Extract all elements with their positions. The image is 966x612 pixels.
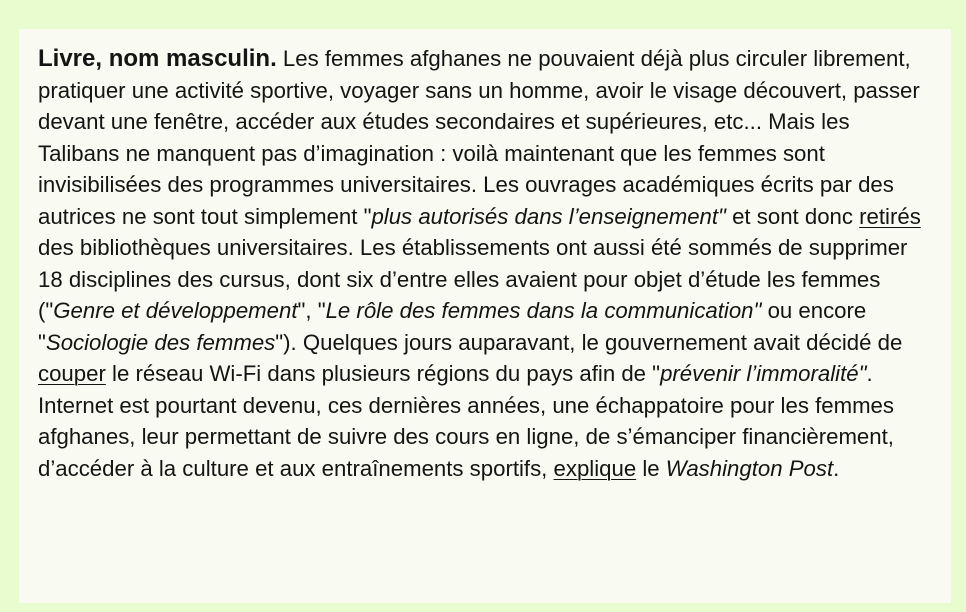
link-couper[interactable]: couper bbox=[38, 361, 106, 386]
text-segment: . Internet est pourtant devenu, ces dernières années, une échappatoire pour les femmes afghanes, leur permettant de suivre des cours en ligne, de s’émanciper financièrement, d’accéder à la culture et aux entraînements sportifs, bbox=[38, 361, 894, 481]
text-segment: le bbox=[636, 455, 666, 481]
link-retires[interactable]: retirés bbox=[859, 203, 921, 229]
quote-plus-autorises: plus autorisés dans l’enseignement" bbox=[371, 203, 726, 229]
quote-prevenir-immoralite: prévenir l’immoralité" bbox=[660, 361, 867, 386]
text-segment: . bbox=[833, 455, 840, 481]
text-segment: Les femmes afghanes ne pouvaient déjà plus circuler librement, pratiquer une activité sportive, voyager sans un homme, avoir le visage découvert, passer devant une fenêtre, accéder aux études secondaires et supérieures, etc... Mais les Talibans ne manquent pas d’imagination : voilà maintenant que les femmes sont invisibilisées des programmes universitaires. Les ouvrages académiques écrits par des autrices ne sont tout simplement " bbox=[38, 46, 920, 229]
source-name: Washington Post bbox=[665, 455, 834, 481]
link-explique[interactable]: explique bbox=[553, 455, 637, 481]
text-segment: ou encore " bbox=[38, 298, 867, 355]
definition-card bbox=[19, 29, 951, 603]
text-segment: et sont donc bbox=[725, 203, 860, 229]
definition-paragraph bbox=[38, 43, 933, 484]
text-segment: ", " bbox=[297, 298, 326, 323]
text-segment: des bibliothèques universitaires. Les établissements ont aussi été sommés de supprimer 18 disciplines des cursus, dont six d’entre elles avaient pour objet d’étude les femmes (" bbox=[38, 235, 908, 323]
quote-role-des-femmes: Le rôle des femmes dans la communication" bbox=[325, 298, 762, 323]
headword: Livre, nom masculin. bbox=[38, 45, 277, 72]
quote-sociologie-des-femmes: Sociologie des femmes bbox=[45, 329, 276, 355]
text-segment: "). Quelques jours auparavant, le gouvernement avait décidé de bbox=[275, 329, 903, 355]
quote-genre-et-developpement: Genre et développement bbox=[53, 298, 298, 323]
text-segment: le réseau Wi-Fi dans plusieurs régions du pays afin de " bbox=[105, 361, 661, 386]
